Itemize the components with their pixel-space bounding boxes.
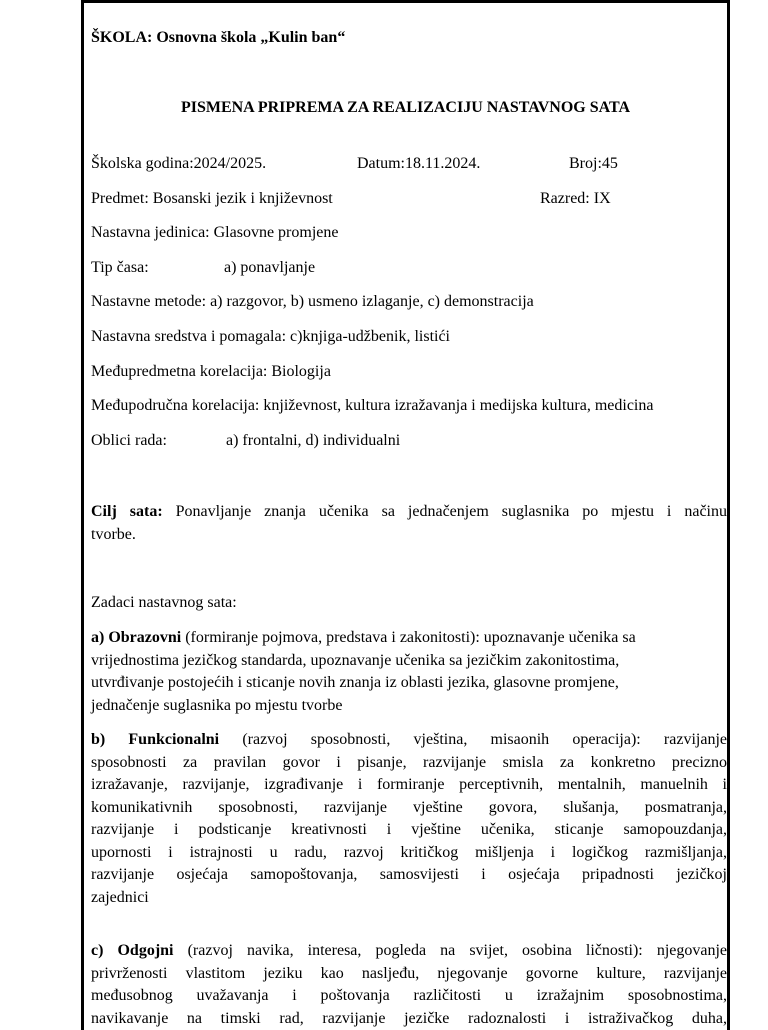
task-b-line-6: upornosti i istrajnosti u radu, razvoj kritičkog mišljenja i logičkog razmišljanja, [91, 842, 727, 865]
task-c-line-2: privrženosti vlastitom jeziku kao nasljeđu, njegovanje govorne kulture, razvijanje [91, 963, 727, 986]
task-b-line-3: izražavanje, razvijanje, izgrađivanje i formiranje perceptivnih, mentalnih, manuelnih i [91, 774, 727, 797]
number: Broj:45 [569, 154, 618, 174]
document-page [81, 0, 730, 1030]
teaching-aids: Nastavna sredstva i pomagala: c)knjiga-udžbenik, listići [91, 327, 450, 347]
task-b-line-8: zajednici [91, 887, 727, 910]
teaching-methods: Nastavne metode: a) razgovor, b) usmeno izlaganje, c) demonstracija [91, 292, 534, 312]
school-line [91, 28, 345, 48]
task-b-line-7: razvijanje osjećaja samopoštovanja, samosvijesti i osjećaja pripadnosti jezičkoj [91, 864, 727, 887]
task-upbringing [91, 940, 727, 1030]
school-name: Osnovna škola „Kulin ban“ [156, 29, 345, 46]
goal-line-2: tvorbe. [91, 524, 727, 547]
date: Datum:18.11.2024. [357, 154, 480, 174]
area-correlation: Međupodručna korelacija: književnost, kultura izražavanja i medijska kultura, medicina [91, 396, 653, 416]
task-c-label: c) Odgojni [91, 942, 174, 959]
work-forms-label: Oblici rada: [91, 431, 167, 451]
document-title: PISMENA PRIPREMA ZA REALIZACIJU NASTAVNOG SATA [84, 98, 727, 118]
task-c-line-4: navikavanje na timski rad, razvijanje jezičke radoznalosti i istraživačkog duha, [91, 1008, 727, 1030]
task-b-line-2: sposobnosti za pravilan govor i pisanje, razvijanje smisla za konkretno precizno [91, 752, 727, 775]
task-a-line-3: utvrđivanje postojećih i sticanje novih znanja iz oblasti jezika, glasovne promjene, [91, 672, 727, 695]
lesson-goal [91, 501, 727, 546]
work-form-frontal: a) frontalni [226, 432, 298, 449]
task-b-label: b) Funkcionalni [91, 731, 219, 748]
subject-correlation: Međupredmetna korelacija: Biologija [91, 362, 331, 382]
goal-text-1: Ponavljanje znanja učenika sa jednačenjem suglasnika po mjestu i načinu [176, 503, 727, 520]
goal-label: Cilj sata: [91, 503, 163, 520]
work-form-individual: d) individualni [306, 432, 401, 449]
task-a-line-4: jednačenje suglasnika po mjestu tvorbe [91, 695, 727, 718]
task-educational [91, 627, 727, 717]
task-functional [91, 729, 727, 909]
school-label: ŠKOLA: [91, 29, 152, 46]
task-c-line-3: međusobnog uvažavanja i poštovanja različitosti u izražajnim sposobnostima, [91, 985, 727, 1008]
task-a-line-1: a) Obrazovni (formiranje pojmova, predstava i zakonitosti): upoznavanje učenika sa [91, 627, 727, 650]
task-c-line-1: c) Odgojni (razvoj navika, interesa, pogleda na svijet, osobina ličnosti): njegovanje [91, 940, 727, 963]
task-b-line-1: b) Funkcionalni (razvoj sposobnosti, vještina, misaonih operacija): razvijanje [91, 729, 727, 752]
task-b-line-5: razvijanje i podsticanje kreativnosti i vještine učenika, sticanje samopouzdanja, [91, 819, 727, 842]
lesson-unit: Nastavna jedinica: Glasovne promjene [91, 223, 338, 243]
task-b-line-4: komunikativnih sposobnosti, razvijanje vještine govora, slušanja, posmatranja, [91, 797, 727, 820]
lesson-type-label: Tip časa: [91, 258, 149, 278]
work-form-separator: , [298, 432, 302, 449]
goal-line-1 [91, 501, 727, 524]
subject: Predmet: Bosanski jezik i književnost [91, 189, 333, 209]
lesson-type-value: a) ponavljanje [224, 258, 315, 278]
grade: Razred: IX [540, 189, 611, 209]
school-year: Školska godina:2024/2025. [91, 154, 266, 174]
tasks-heading: Zadaci nastavnog sata: [91, 593, 237, 613]
task-a-label: a) Obrazovni [91, 629, 181, 646]
work-forms-values [226, 431, 400, 451]
task-a-line-2: vrijednostima jezičkog standarda, upoznavanje učenika sa jezičkim zakonitostima, [91, 650, 727, 673]
